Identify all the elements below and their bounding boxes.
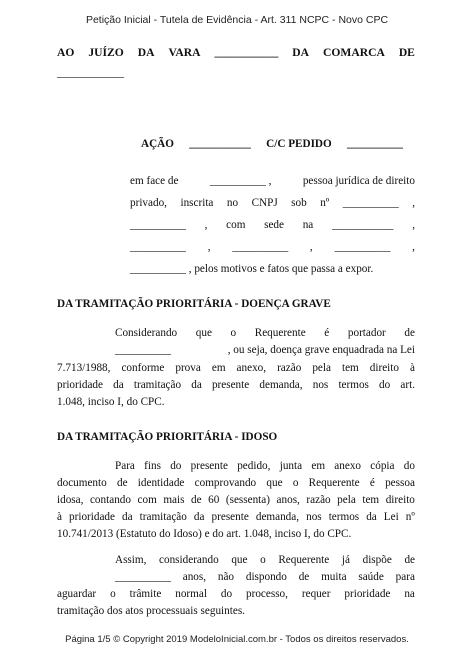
word: anexo, bbox=[236, 362, 267, 374]
word: prioridade bbox=[57, 379, 103, 391]
word: inscrita bbox=[180, 197, 214, 209]
word: tem bbox=[362, 494, 380, 506]
party-line-1 bbox=[130, 174, 415, 188]
word: que bbox=[266, 477, 283, 489]
word: termos bbox=[328, 511, 360, 523]
word: comprovando bbox=[194, 477, 257, 489]
word: do bbox=[403, 460, 415, 472]
word: da bbox=[122, 511, 133, 523]
word: direito bbox=[369, 362, 399, 374]
word: fins bbox=[144, 460, 161, 472]
word: DA bbox=[292, 46, 310, 59]
word: nos bbox=[312, 379, 329, 391]
word: C/C PEDIDO bbox=[266, 138, 332, 150]
word: razão bbox=[306, 494, 331, 506]
word: de bbox=[191, 494, 202, 506]
word: Assim, bbox=[115, 554, 147, 566]
word: na bbox=[404, 588, 415, 600]
word: de bbox=[404, 327, 415, 339]
section2-line-4 bbox=[57, 510, 415, 524]
word: à bbox=[410, 362, 415, 374]
word: é bbox=[369, 477, 375, 489]
word: presente bbox=[211, 511, 249, 523]
word: presente bbox=[190, 460, 228, 472]
word: não bbox=[217, 571, 235, 583]
word: mais bbox=[163, 494, 185, 506]
word: dispõe bbox=[362, 554, 392, 566]
word: contando bbox=[89, 494, 131, 506]
word: que bbox=[195, 327, 212, 339]
page-header: Petição Inicial - Tutela de Evidência - Art. 311 NCPC - Novo CPC bbox=[85, 14, 389, 26]
word: Requerente bbox=[254, 327, 306, 339]
word: prioridade bbox=[344, 588, 391, 600]
paragraph3-line-3 bbox=[57, 587, 415, 601]
section1-line-3 bbox=[57, 361, 415, 375]
word: Lei bbox=[383, 511, 399, 523]
party-last-line: __________ , pelos motivos e fatos que passa a expor. bbox=[130, 263, 374, 275]
word: DE bbox=[398, 46, 415, 59]
word: pessoa bbox=[385, 477, 415, 489]
word: é bbox=[324, 327, 330, 339]
word: __________ bbox=[342, 197, 399, 209]
word: pela bbox=[312, 362, 331, 374]
word: AÇÃO bbox=[141, 138, 174, 150]
word: pedido, bbox=[237, 460, 271, 472]
word: direito bbox=[385, 494, 415, 506]
word: o bbox=[260, 554, 266, 566]
word: __________ bbox=[347, 138, 403, 150]
section2-line-2 bbox=[57, 476, 415, 490]
word: identidade bbox=[137, 477, 185, 489]
word: ___________ bbox=[331, 219, 394, 231]
word: privado, bbox=[130, 197, 167, 209]
word: tem bbox=[341, 362, 359, 374]
word: em bbox=[311, 460, 326, 472]
word: , bbox=[207, 241, 211, 253]
word: presente bbox=[211, 379, 250, 391]
word: pela bbox=[337, 494, 356, 506]
word: __________ bbox=[115, 571, 171, 583]
section2-line-3 bbox=[57, 493, 415, 507]
word: conforme bbox=[121, 362, 165, 374]
word: __________ bbox=[334, 241, 391, 253]
word: COMARCA bbox=[323, 46, 385, 59]
word: sob bbox=[291, 197, 307, 209]
word: JUÍZO bbox=[88, 46, 124, 59]
party-line-4 bbox=[130, 240, 415, 254]
word: aguardar bbox=[57, 588, 97, 600]
word: trâmite bbox=[129, 588, 162, 600]
word: do bbox=[379, 379, 391, 391]
word: com bbox=[226, 219, 246, 231]
word: anexo bbox=[334, 460, 362, 472]
word: nos bbox=[306, 511, 322, 523]
page-footer: Página 1/5 © Copyright 2019 ModeloInicial.com.br - Todos os direitos reservados. bbox=[65, 634, 409, 645]
word: DA bbox=[137, 46, 155, 59]
word: de bbox=[404, 554, 415, 566]
word: já bbox=[341, 554, 350, 566]
word: na bbox=[302, 219, 314, 231]
word: AO bbox=[57, 46, 75, 59]
word: de bbox=[116, 477, 128, 489]
word: o bbox=[292, 477, 299, 489]
paragraph3-line-1 bbox=[115, 553, 415, 567]
section-title-idoso: DA TRAMITAÇÃO PRIORITÁRIA - IDOSO bbox=[57, 431, 278, 443]
word: dispondo bbox=[245, 571, 287, 583]
word: idosa, bbox=[57, 494, 84, 506]
word: anos, bbox=[182, 571, 207, 583]
section1-line-4 bbox=[57, 378, 415, 392]
word: , ou seja, doença grave enquadrada na Lei bbox=[227, 344, 415, 356]
word: anos, bbox=[276, 494, 300, 506]
word: da bbox=[191, 379, 202, 391]
word: __________ bbox=[115, 344, 171, 356]
word: cópia bbox=[370, 460, 395, 472]
addressee-line bbox=[57, 46, 415, 60]
word: , bbox=[412, 219, 415, 231]
word: muita bbox=[321, 571, 347, 583]
word: sede bbox=[264, 219, 284, 231]
word: saúde bbox=[358, 571, 384, 583]
word: em face de bbox=[130, 175, 179, 187]
word: __________ bbox=[130, 219, 186, 231]
word: portador bbox=[347, 327, 386, 339]
section1-line-2 bbox=[115, 343, 415, 357]
party-line-3 bbox=[130, 218, 415, 232]
word: Para bbox=[115, 460, 135, 472]
word: __________ bbox=[130, 241, 186, 253]
paragraph3-last-line: tramitação dos atos processuais seguintes. bbox=[57, 605, 245, 617]
word: com bbox=[137, 494, 157, 506]
word: da bbox=[113, 379, 124, 391]
word: o bbox=[230, 327, 237, 339]
word: razão bbox=[277, 362, 302, 374]
word: nº bbox=[320, 197, 330, 209]
section1-line-5: 1.048, inciso I, do CPC. bbox=[57, 396, 165, 408]
section2-last-line: 10.741/2013 (Estatuto do Idoso) e do art. 1.048, inciso I, do CPC. bbox=[57, 528, 352, 540]
word: do bbox=[170, 460, 182, 472]
paragraph3-line-2 bbox=[115, 570, 415, 584]
word: ___________ bbox=[214, 46, 279, 59]
word: nº bbox=[405, 511, 415, 523]
word: demanda, bbox=[255, 511, 300, 523]
word: considerando bbox=[159, 554, 219, 566]
word: Considerando bbox=[115, 327, 178, 339]
word: do bbox=[220, 588, 233, 600]
word: CNPJ bbox=[251, 197, 278, 209]
word: processo, bbox=[246, 588, 288, 600]
word: o bbox=[110, 588, 116, 600]
word: tramitação bbox=[133, 379, 182, 391]
word: demanda, bbox=[259, 379, 303, 391]
word: junta bbox=[279, 460, 303, 472]
word: ___________ bbox=[189, 138, 251, 150]
word: Requerente bbox=[308, 477, 360, 489]
word: 7.713/1988, bbox=[57, 362, 111, 374]
section1-line-1 bbox=[115, 326, 415, 340]
word: de bbox=[298, 571, 310, 583]
word: que bbox=[231, 554, 248, 566]
word: para bbox=[395, 571, 415, 583]
word: , bbox=[412, 241, 415, 253]
word: __________ , bbox=[209, 175, 272, 187]
word: art. bbox=[400, 379, 415, 391]
word: da bbox=[366, 511, 377, 523]
word: da bbox=[193, 511, 205, 523]
word: documento bbox=[57, 477, 107, 489]
party-line-2 bbox=[130, 196, 415, 210]
section-title-doenca-grave: DA TRAMITAÇÃO PRIORITÁRIA - DOENÇA GRAVE bbox=[57, 298, 331, 310]
word: (sessenta) bbox=[225, 494, 270, 506]
word: à bbox=[57, 511, 62, 523]
word: no bbox=[226, 197, 239, 209]
word: tramitação bbox=[139, 511, 187, 523]
word: requer bbox=[301, 588, 331, 600]
word: , bbox=[309, 241, 313, 253]
word: prioridade bbox=[69, 511, 115, 523]
word: __________ bbox=[232, 241, 289, 253]
word: normal bbox=[175, 588, 207, 600]
word: prova bbox=[175, 362, 201, 374]
addressee-blank: ____________ bbox=[57, 67, 125, 79]
word: Requerente bbox=[278, 554, 330, 566]
section2-line-1 bbox=[115, 459, 415, 473]
word: 60 bbox=[208, 494, 220, 506]
word: , bbox=[204, 219, 208, 231]
word: em bbox=[211, 362, 226, 374]
word: pessoa jurídica de direito bbox=[302, 175, 415, 187]
word: , bbox=[412, 197, 415, 209]
action-title bbox=[141, 137, 403, 151]
word: termos bbox=[338, 379, 369, 391]
word: VARA bbox=[168, 46, 201, 59]
